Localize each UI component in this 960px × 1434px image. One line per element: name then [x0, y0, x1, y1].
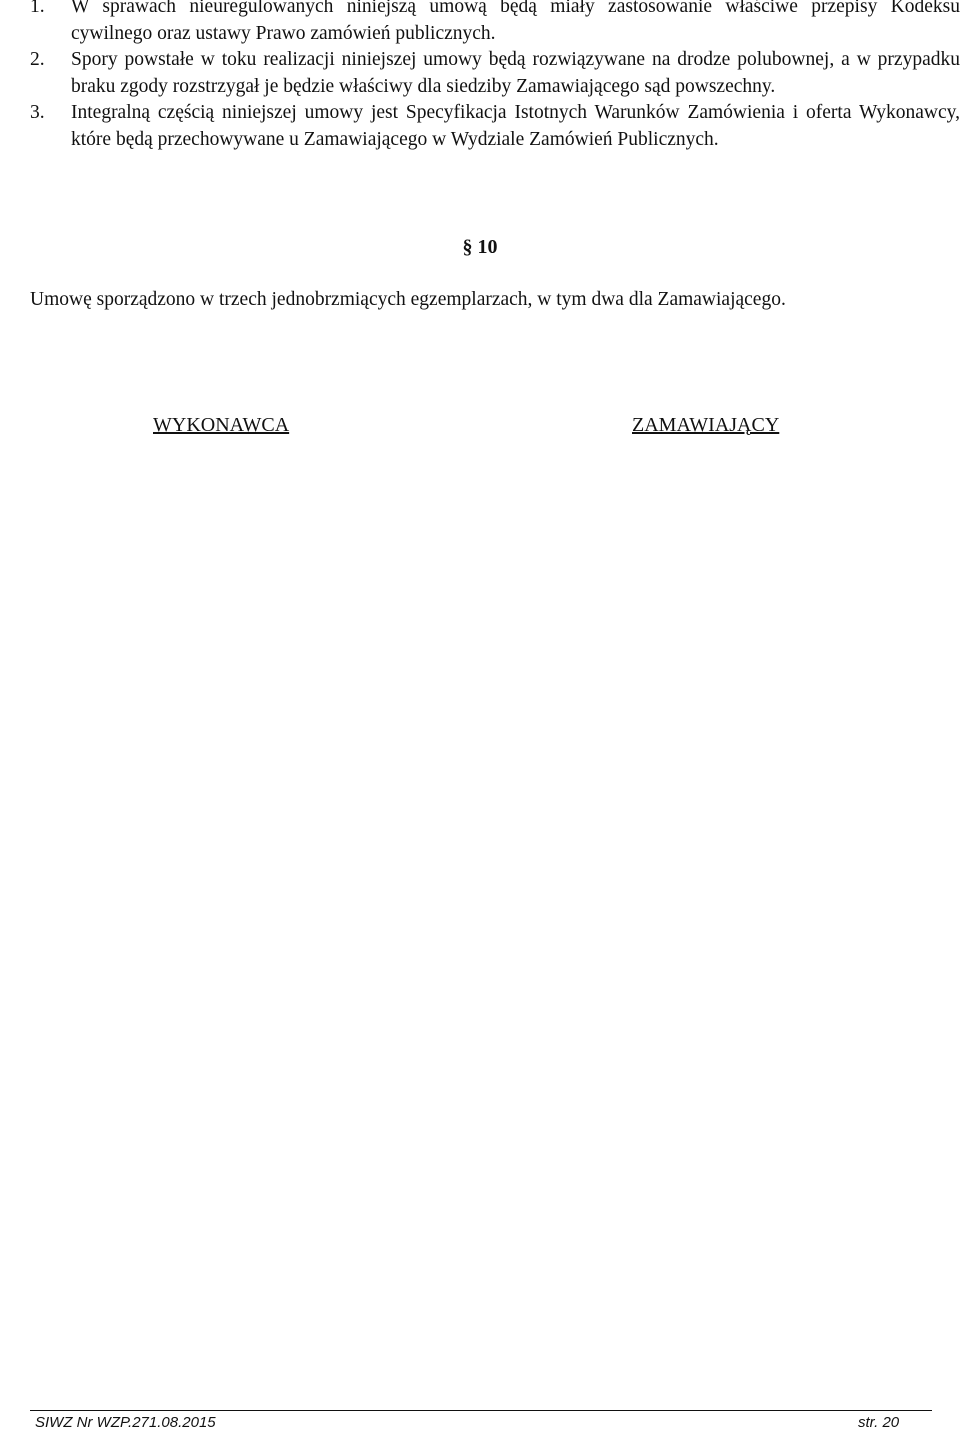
clause-text: Integralną częścią niniejszej umowy jest Specyfikacja Istotnych Warunków Zamówienia i oferta Wykonawcy, które będą przechowywane u Zamawiającego w Wydziale Zamówień Publicznych. [71, 102, 960, 150]
clause-item [30, 0, 960, 47]
clause-item [30, 100, 960, 153]
clause-text: W sprawach nieuregulowanych niniejszą umową będą miały zastosowanie właściwe przepisy Kodeksu cywilnego oraz ustawy Prawo zamówień publicznych. [71, 0, 960, 44]
footer-reference: SIWZ Nr WZP.271.08.2015 [35, 1414, 216, 1431]
clause-number: 3. [30, 102, 45, 123]
contractor-signature-label: WYKONAWCA [153, 414, 290, 436]
footer-page-number: str. 20 [858, 1414, 900, 1431]
clause-number: 1. [30, 0, 45, 17]
section-heading: § 10 [462, 236, 498, 258]
clause-text: Spory powstałe w toku realizacji niniejszej umowy będą rozwiązywane na drodze polubownej, a w przypadku braku zgody rozstrzygał je będzie właściwy dla siedziby Zamawiającego sąd powszechny. [71, 49, 960, 97]
clause-number: 2. [30, 49, 45, 70]
clause-list [30, 0, 960, 153]
ordering-party-signature-label: ZAMAWIAJĄCY [632, 414, 780, 436]
clause-item [30, 47, 960, 100]
footer-divider [30, 1410, 932, 1411]
closing-statement: Umowę sporządzono w trzech jednobrzmiących egzemplarzach, w tym dwa dla Zamawiającego. [30, 289, 786, 310]
